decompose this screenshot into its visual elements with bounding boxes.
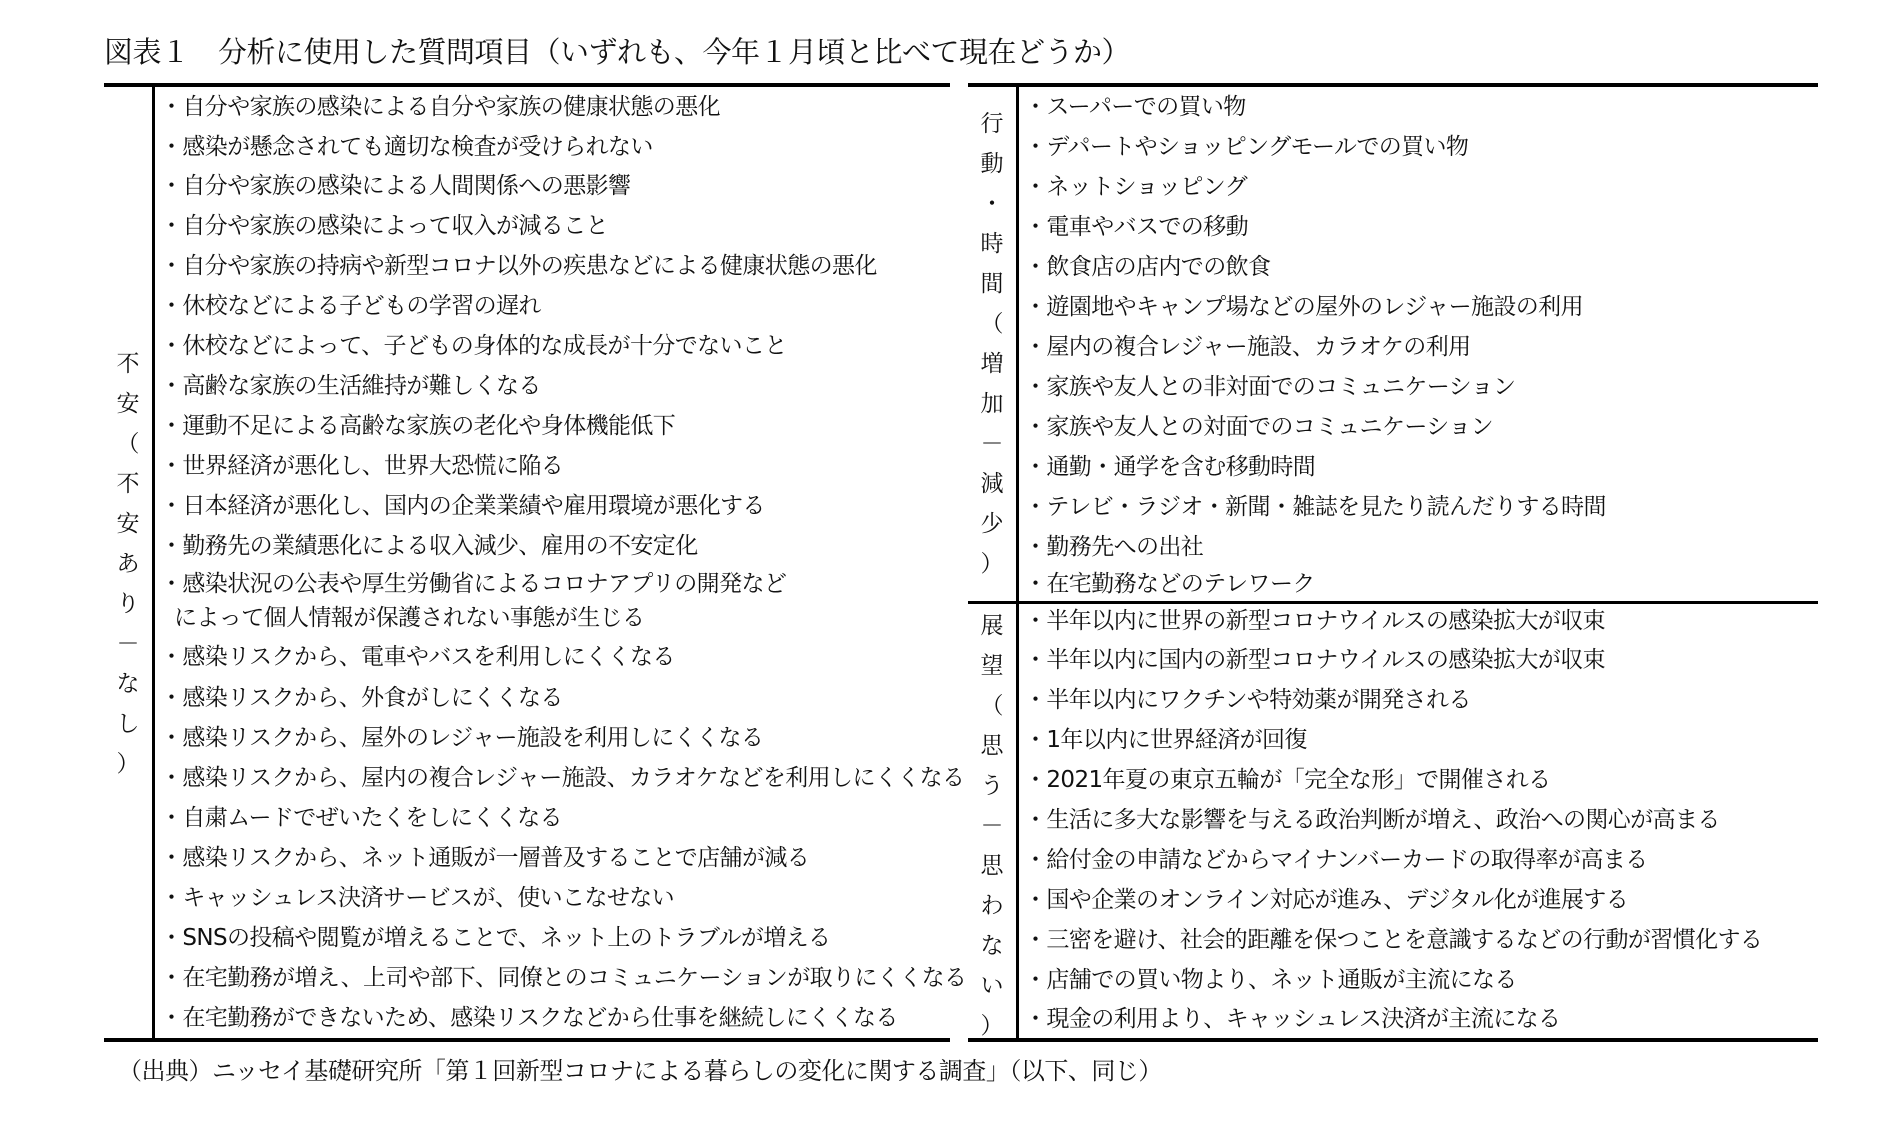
figure-title: 図表１ 分析に使用した質問項目（いずれも、今年１月頃と比べて現在どうか） xyxy=(104,35,1131,69)
right-table-top-rule xyxy=(968,83,1818,87)
category-label-char: － xyxy=(980,431,1004,457)
list-item: ・SNSの投稿や閲覧が増えることで、ネット上のトラブルが増える xyxy=(160,925,831,951)
left-table-divider xyxy=(152,85,155,1040)
category-label-char: い xyxy=(980,973,1004,999)
category-label-char: 時 xyxy=(980,231,1004,257)
category-label-char: ） xyxy=(980,1013,1004,1039)
left-table-top-rule xyxy=(104,83,950,87)
list-item: ・在宅勤務などのテレワーク xyxy=(1024,571,1315,597)
category-label-char: 思 xyxy=(980,733,1004,759)
list-item: ・自分や家族の感染による自分や家族の健康状態の悪化 xyxy=(160,94,721,120)
category-label-char: し xyxy=(116,711,140,737)
list-item: ・在宅勤務ができないため、感染リスクなどから仕事を継続しにくくなる xyxy=(160,1005,898,1031)
category-label-char: う xyxy=(980,773,1004,799)
category-label-char: 望 xyxy=(980,653,1004,679)
left-table-bottom-rule xyxy=(104,1038,950,1042)
list-item: ・飲食店の店内での飲食 xyxy=(1024,254,1271,280)
category-label-char: 増 xyxy=(980,351,1004,377)
category-label-char: 少 xyxy=(980,511,1004,537)
list-item: ・休校などによって、子どもの身体的な成長が十分でないこと xyxy=(160,333,787,359)
list-item: ・半年以内に世界の新型コロナウイルスの感染拡大が収束 xyxy=(1024,608,1606,634)
list-item: ・屋内の複合レジャー施設、カラオケの利用 xyxy=(1024,334,1471,360)
list-item: ・自分や家族の持病や新型コロナ以外の疾患などによる健康状態の悪化 xyxy=(160,253,877,279)
category-label-char: （ xyxy=(980,311,1004,337)
category-label-char: 減 xyxy=(980,471,1004,497)
list-item: ・感染状況の公表や厚生労働省によるコロナアプリの開発など xyxy=(160,571,787,597)
category-label-char: ） xyxy=(116,751,140,777)
list-item: ・感染リスクから、ネット通販が一層普及することで店舗が減る xyxy=(160,845,810,871)
list-item: ・在宅勤務が増え、上司や部下、同僚とのコミュニケーションが取りにくくなる xyxy=(160,965,967,991)
category-label-char: 行 xyxy=(980,111,1004,137)
list-item: ・感染リスクから、屋外のレジャー施設を利用しにくくなる xyxy=(160,725,764,751)
list-item: ・自分や家族の感染による人間関係への悪影響 xyxy=(160,173,631,199)
list-item: ・半年以内にワクチンや特効薬が開発される xyxy=(1024,687,1471,713)
category-label-char: ） xyxy=(980,551,1004,577)
list-item: ・ネットショッピング xyxy=(1024,174,1248,200)
outlook-category-label xyxy=(972,606,1012,1046)
list-item: ・家族や友人との非対面でのコミュニケーション xyxy=(1024,374,1516,400)
category-label-char: （ xyxy=(980,693,1004,719)
list-item: ・自分や家族の感染によって収入が減ること xyxy=(160,213,609,239)
list-item: によって個人情報が保護されない事態が生じる xyxy=(174,605,645,631)
behavior-category-label xyxy=(972,104,1012,584)
category-label-char: 安 xyxy=(116,391,140,417)
list-item: ・三密を避け、社会的距離を保つことを意識するなどの行動が習慣化する xyxy=(1024,927,1763,953)
list-item: ・感染リスクから、屋内の複合レジャー施設、カラオケなどを利用しにくくなる xyxy=(160,765,965,791)
category-label-char: 間 xyxy=(980,271,1004,297)
category-label-char: 展 xyxy=(980,613,1004,639)
list-item: ・運動不足による高齢な家族の老化や身体機能低下 xyxy=(160,413,676,439)
list-item: ・通勤・通学を含む移動時間 xyxy=(1024,454,1316,480)
category-label-char: － xyxy=(980,813,1004,839)
list-item: ・現金の利用より、キャッシュレス決済が主流になる xyxy=(1024,1006,1561,1032)
category-label-char: 不 xyxy=(116,351,140,377)
list-item: ・給付金の申請などからマイナンバーカードの取得率が高まる xyxy=(1024,847,1648,873)
list-item: ・店舗での買い物より、ネット通販が主流になる xyxy=(1024,967,1517,993)
list-item: ・家族や友人との対面でのコミュニケーション xyxy=(1024,414,1494,440)
category-label-char: な xyxy=(980,933,1004,959)
category-label-char: 思 xyxy=(980,853,1004,879)
list-item: ・電車やバスでの移動 xyxy=(1024,214,1249,240)
list-item: ・感染が懸念されても適切な検査が受けられない xyxy=(160,134,653,160)
list-item: ・勤務先への出社 xyxy=(1024,534,1204,560)
category-label-char: － xyxy=(116,631,140,657)
list-item: ・半年以内に国内の新型コロナウイルスの感染拡大が収束 xyxy=(1024,647,1606,673)
category-label-char: （ xyxy=(116,431,140,457)
category-label-char: わ xyxy=(980,893,1004,919)
category-label-char: 安 xyxy=(116,511,140,537)
list-item: ・スーパーでの買い物 xyxy=(1024,94,1246,120)
list-item: ・感染リスクから、外食がしにくくなる xyxy=(160,685,563,711)
list-item: ・勤務先の業績悪化による収入減少、雇用の不安定化 xyxy=(160,533,698,559)
list-item: ・キャッシュレス決済サービスが、使いこなせない xyxy=(160,885,675,911)
list-item: ・生活に多大な影響を与える政治判断が増え、政治への関心が高まる xyxy=(1024,807,1720,833)
list-item: ・自粛ムードでぜいたくをしにくくなる xyxy=(160,805,563,831)
list-item: ・休校などによる子どもの学習の遅れ xyxy=(160,293,541,319)
anxiety-category-label xyxy=(108,344,148,784)
list-item: ・感染リスクから、電車やバスを利用しにくくなる xyxy=(160,644,675,670)
category-label-char: り xyxy=(116,591,140,617)
category-label-char: ・ xyxy=(980,191,1004,217)
list-item: ・国や企業のオンライン対応が進み、デジタル化が進展する xyxy=(1024,887,1629,913)
right-table-divider xyxy=(1016,85,1019,1040)
category-label-char: 加 xyxy=(980,391,1004,417)
source-note: （出典）ニッセイ基礎研究所「第１回新型コロナによる暮らしの変化に関する調査」（以下、同じ） xyxy=(118,1057,1162,1085)
category-label-char: 不 xyxy=(116,471,140,497)
list-item: ・高齢な家族の生活維持が難しくなる xyxy=(160,373,541,399)
list-item: ・世界経済が悪化し、世界大恐慌に陥る xyxy=(160,453,564,479)
category-label-char: 動 xyxy=(980,151,1004,177)
list-item: ・日本経済が悪化し、国内の企業業績や雇用環境が悪化する xyxy=(160,493,765,519)
list-item: ・2021年夏の東京五輪が「完全な形」で開催される xyxy=(1024,767,1551,793)
category-label-char: あ xyxy=(116,551,140,577)
list-item: ・1年以内に世界経済が回復 xyxy=(1024,727,1307,753)
list-item: ・遊園地やキャンプ場などの屋外のレジャー施設の利用 xyxy=(1024,294,1583,320)
list-item: ・デパートやショッピングモールでの買い物 xyxy=(1024,134,1469,160)
list-item: ・テレビ・ラジオ・新聞・雑誌を見たり読んだりする時間 xyxy=(1024,494,1606,520)
right-table-bottom-rule xyxy=(968,1038,1818,1042)
category-label-char: な xyxy=(116,671,140,697)
